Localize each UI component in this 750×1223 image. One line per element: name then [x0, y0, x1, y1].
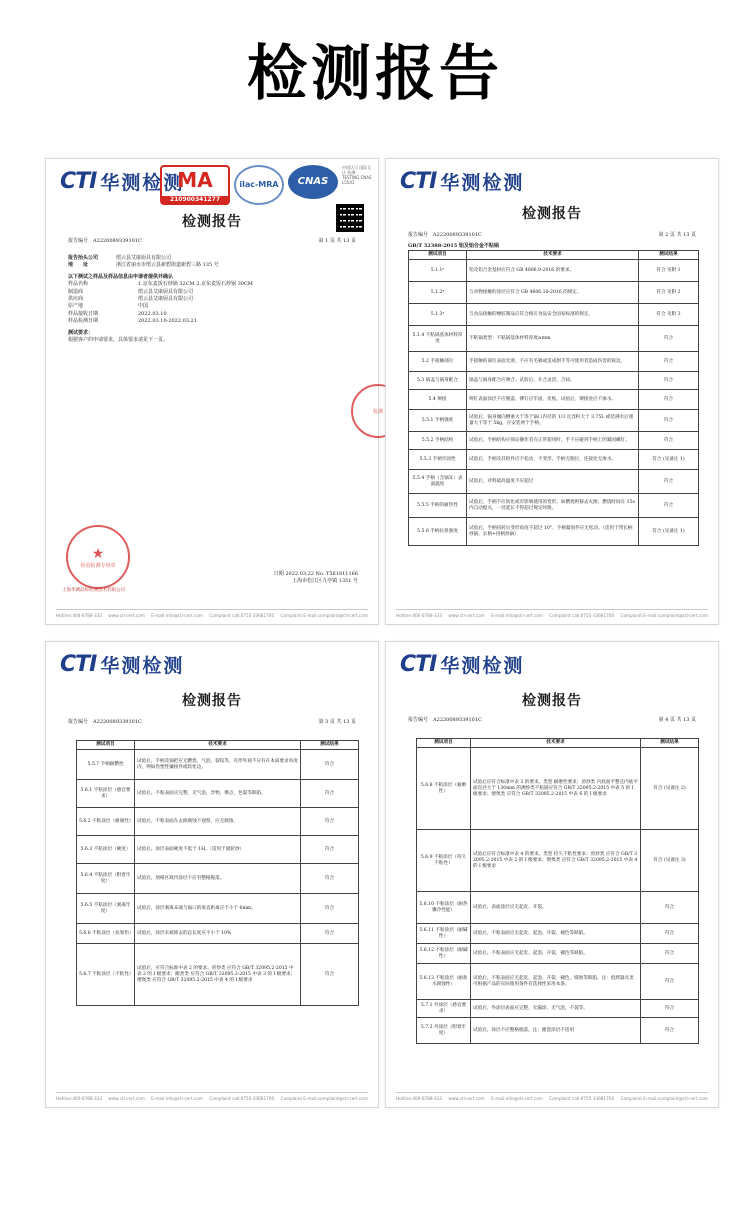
- report-number: 报告编号 A2220089339101C: [68, 238, 142, 244]
- table-row: 5.5.7 手柄耐燃性 试验后，手柄及锅把应无燃烧，气泡，裂纹等，有形外观不应有在本质要求角度内，例如热塑性镶接件或软化边。 符合: [77, 750, 359, 780]
- applicant-info: [68, 255, 253, 344]
- page-number: 第 2 页 共 13 页: [658, 232, 696, 238]
- sign-block: [274, 571, 358, 585]
- sample-row-label: 供应商: [68, 296, 84, 303]
- company-seal-stamp: [66, 525, 130, 589]
- report-number: 报告编号 A2220089339101C: [68, 719, 142, 725]
- page-footer: Hotline:400-6788-333 www.cti-cert.com E-mail:info@cti-cert.com Complaint call:0755-33681700 Complaint E-mail:complaint@cti-cert.com: [56, 609, 368, 618]
- lab-address-line: 上海市松江区九亭镇 1351 号: [292, 578, 358, 584]
- sample-row-value: 1.京东麦饭石炒锅 32CM 2.京东麦饭石炒锅 30CM: [138, 281, 253, 288]
- table-row: 5.5.4 手柄（含锅耳）表面温度 试验后，对料最高温度不应超过 符合: [409, 470, 699, 494]
- report-date-line: 日期 2022.03.22 No. T561811166: [273, 571, 358, 577]
- table-row: 5.6.13 不粘涂层（耐盐水腐蚀性） 试验后，不粘表面应无起皮、起泡、开裂、褪色、腐蚀等缺陷。注：低烤器具类可根据产品的实际使用条件有选择性采用本条。 符合: [417, 964, 699, 1000]
- column-header: 测试项目: [417, 739, 471, 748]
- sample-section-title: 以下测试之样品及样品信息由申请者提供并确认: [68, 273, 174, 280]
- cti-logo-mark: CTI: [400, 168, 437, 194]
- stamp-caption: 上海华测品标检测技术有限公司: [62, 588, 125, 593]
- sample-row-value: 缙云县艾康厨具有限公司: [138, 296, 194, 303]
- results-table: [408, 250, 699, 546]
- page-title: 检测报告: [247, 39, 503, 109]
- column-header: 测试项目: [409, 251, 467, 260]
- sample-row-value: 中国: [138, 303, 149, 310]
- cti-logo-mark: CTI: [60, 168, 97, 194]
- table-row: 5.2 手接触部位 手接触的部位表面光滑，不应有毛刺或造成割手等可使用者造成伤害的锐边。 符合: [409, 352, 699, 372]
- cti-logo: [400, 167, 524, 195]
- sample-row-label: 样品名称: [68, 281, 89, 288]
- cnas-side-text: 中国认可 国际互认 检测 TESTING CNAS L5541: [342, 165, 372, 185]
- sample-row-label: 样品检测日期: [68, 318, 99, 325]
- column-header: 测试结果: [641, 739, 699, 748]
- table-row: 5.5.2 手柄结构 试验后，手柄结构应保证操作者在正常使用时，手不应碰到手柄上的紧固螺钉。 符合: [409, 432, 699, 450]
- table-row: 5.6.3 不粘涂层（硬度） 试验后，涂层表面硬度不低于 1H。（适用于滚轮炒） 符合: [77, 836, 359, 864]
- page-footer: Hotline:400-6788-333 www.cti-cert.com E-mail:info@cti-cert.com Complaint call:0755-33681700 Complaint E-mail:complaint@cti-cert.com: [396, 609, 708, 618]
- table-row: 5.3 锅盖与锅身配合 锅盖与锅身配合应吻合。试验后，开合灵活，合却。 符合: [409, 372, 699, 390]
- table-row: 5.6.4 不粘涂层（附着牢度） 试验后，划格区域内涂层不应有整格脱落。 符合: [77, 864, 359, 894]
- table-row: 5.7.1 外涂层（感官要求） 试验后，外涂层表面应完整，无漏涂、无气泡，不裂等。 符合: [417, 1000, 699, 1018]
- cti-logo: [60, 650, 184, 678]
- cnas-mark: CNAS: [288, 165, 338, 199]
- report-meta: [68, 718, 356, 725]
- report-number: 报告编号 A2220089339101C: [408, 232, 482, 238]
- applicant-label: 报告抬头公司: [68, 255, 99, 261]
- table-row: 5.4 铆接 铆钉表面涂层不应脱落，铆钉应牢固，伏贴。试验后，铆接处应不渗水。 符合: [409, 390, 699, 410]
- sample-row-label: 原产地: [68, 303, 84, 310]
- column-header: 测试项目: [77, 741, 135, 750]
- applicant-value: 缙云县艾康厨具有限公司: [116, 255, 172, 261]
- cti-logo-mark: CTI: [60, 651, 97, 677]
- table-header-row: [409, 251, 699, 260]
- report-meta: [68, 237, 356, 244]
- report-title: 检测报告: [182, 693, 242, 709]
- seal-star-icon: ★: [91, 545, 105, 562]
- table-row: 5.6.7 不粘涂层（不粘性） 试验后，应符合标准中表 2 的要求。煎炒类 应符合 GB/T 32095.2-2015 中表 2 的 I 级要求；搬煮类 应符合 GB/T 32095.2-2015 中表 3 的 I 级要求；煨煲类 应符合 GB/T 32095.2-2015 中表 4 的 I 级要求 符合: [77, 944, 359, 1006]
- column-header: 技术要求: [471, 739, 641, 748]
- ilac-mark: ilac-MRA: [234, 165, 284, 205]
- report-title: 检测报告: [182, 214, 242, 230]
- table-row: 5.6.2 不粘涂层（耐腐性） 试验后，不粘表面在去除腐蚀下观察，应无腐蚀。 符合: [77, 808, 359, 836]
- cti-logo-mark: CTI: [400, 651, 437, 677]
- page-number: 第 3 页 共 13 页: [318, 719, 356, 725]
- sample-row-value: 2022.03.10-2022.03.21: [138, 318, 197, 325]
- page-number: 第 1 页 共 13 页: [318, 238, 356, 244]
- cma-number: 210900341277: [162, 196, 228, 204]
- results-table: [76, 740, 359, 1006]
- cti-logo-text: 华测检测: [100, 654, 185, 677]
- table-header-row: [417, 739, 699, 748]
- page-footer: Hotline:400-6788-333 www.cti-cert.com E-mail:info@cti-cert.com Complaint call:0755-33681700 Complaint E-mail:complaint@cti-cert.com: [56, 1092, 368, 1101]
- cma-letters: MA: [177, 168, 213, 192]
- report-page-2[interactable]: [385, 158, 719, 625]
- sample-row-label: 样品接收日期: [68, 310, 99, 317]
- report-page-1[interactable]: [45, 158, 383, 625]
- table-row: 5.1.4 不粘锅基体材料厚度 不粘锅类型：不粘锅基体材料厚度≥mm 符合: [409, 326, 699, 352]
- cma-mark: [160, 165, 230, 205]
- table-row: 5.6.11 不粘涂层（耐碱性） 试验后，不粘表面应无起皮、起泡、开裂、褪色等缺陷。 符合: [417, 924, 699, 944]
- certification-marks: [160, 165, 372, 205]
- cti-logo-text: 华测检测: [440, 171, 525, 194]
- standard-label: GB/T 32388-2015 铝及铝合金不粘锅: [408, 243, 499, 249]
- table-row: 5.6.8 不粘涂层（耐磨性） 试验后应符合标准中表 3 的要求。类型 耐磨性要求；煎炒类 内底面平整且内底平面直径大于 130mm 的测炒类不粘锅应符合 GB/T 32095.2-2015 中表 5 的 I 级要求；煨煲类 应符合 GB/T 32095.2-2015 中表 6 的 I 级要求 符合 (见备注 2): [417, 748, 699, 830]
- page-number: 第 4 页 共 13 页: [658, 717, 696, 723]
- requirements-title: 测试要求：: [68, 329, 94, 336]
- table-row: 5.5.5 手柄的耐热性 试验后，手柄不应软化或有影响使用的变形，如燃烧则移去火源，燃烧时间在 15s 内自动熄灭，一处延长不得超过规定时限。 符合: [409, 494, 699, 518]
- sample-row-label: 制造商: [68, 288, 84, 295]
- table-row: 5.6.5 不粘涂层（剥离牢度） 试验后，涂层剥离末端与锅口的垂直距离应不小于 6mm。 符合: [77, 894, 359, 924]
- table-row: 5.1.3ᵃ 与食品接触的橡胶制品应符合相应食品安全国家标准的规定。 符合 见附 3: [409, 304, 699, 326]
- table-row: 5.1.1ᵃ 铝及铝合金基材应符合 GB 4806.9-2016 的要求。 符合 见附 1: [409, 260, 699, 282]
- table-row: 5.7.2 外涂层（附着牢度） 试验后，涂层不应整格脱落。注：搪瓷涂层不适用 符合: [417, 1018, 699, 1044]
- table-row: 5.5.1 手柄强度 试验后，锅身倾向侧重大于等于锅口内径的 1/3 且容积大于 3.75L 或装满水后重量大于等于 5kg，应安装两个手柄。 符合: [409, 410, 699, 432]
- table-row: 5.6.12 不粘涂层（耐碱性） 试验后，不粘表面应无起皮、起泡、开裂、褪色等缺陷。 符合: [417, 944, 699, 964]
- column-header: 测试结果: [639, 251, 699, 260]
- cti-logo: [400, 650, 524, 678]
- results-table: [416, 738, 699, 1044]
- requirements-text: 根据客户的申请要求，具体要求请见下一页。: [68, 337, 169, 344]
- table-row: 5.5.6 手柄抗扭强度 试验后，手柄扭转后变形角度不超过 10°，手柄紧固件应无松动。（适用于带长柄炒锅，长柄+扭柄炒锅） 符合 (见备注 1): [409, 518, 699, 546]
- column-header: 测试结果: [301, 741, 359, 750]
- report-title: 检测报告: [522, 206, 582, 222]
- cti-logo-text: 华测检测: [440, 654, 525, 677]
- table-row: 5.5.3 手柄牢固性 试验后，手柄及其组件应不松动，不变形，手柄无脱位，连接处无渗水。 符合 (见备注 1): [409, 450, 699, 470]
- column-header: 技术要求: [467, 251, 639, 260]
- page-footer: Hotline:400-6788-333 www.cti-cert.com E-mail:info@cti-cert.com Complaint call:0755-33681700 Complaint E-mail:complaint@cti-cert.com: [396, 1092, 708, 1101]
- address-label: 地 址: [68, 262, 89, 269]
- report-meta: [408, 716, 696, 723]
- sample-row-value: 缙云县艾康厨具有限公司: [138, 288, 194, 295]
- seal-text: 检验检测专用章: [80, 562, 116, 569]
- table-row: 5.1.2ᵃ 与食物接触的涂层应符合 GB 4806.10-2016 的规定。 符合 见附 2: [409, 282, 699, 304]
- side-seal-text: 检测: [372, 408, 383, 415]
- table-header-row: [77, 741, 359, 750]
- column-header: 技术要求: [135, 741, 301, 750]
- table-row: 5.6.1 不粘涂层（感官要求） 试验后，不粘表面应完整，无气泡，异物，爆点，色裂等缺陷。 符合: [77, 780, 359, 808]
- report-page-3[interactable]: [45, 641, 379, 1108]
- table-row: 5.6.9 不粘涂层（持久不粘性） 试验后应符合标准中表 4 的要求。类型 持久不粘性要求；煎炒类 应符合 GB/T 32095.2-2015 中表 2 的 I 级要求；煨煲类 应符合 GB/T 32095.2-2015 中表 4 的 I 级要求 符合 (见备注 3): [417, 830, 699, 892]
- table-row: 5.6.10 不粘涂层（耐热骤冷性能） 试验后，表面涂层应无起皮、开裂。 符合: [417, 892, 699, 924]
- address-value: 浙江省丽水市缙云县新碧街道新碧三路 135 号: [116, 262, 219, 269]
- cti-logo-text: 华测检测: [100, 171, 185, 194]
- report-meta: [408, 231, 696, 238]
- table-row: 5.6.6 不粘涂层（抗划伤） 试验后，涂层未被除去的总长度应不小于 10% 符合: [77, 924, 359, 944]
- report-page-4[interactable]: [385, 641, 719, 1108]
- sample-row-value: 2022.03.10: [138, 310, 167, 317]
- report-title: 检测报告: [522, 693, 582, 709]
- report-number: 报告编号 A2220089339101C: [408, 717, 482, 723]
